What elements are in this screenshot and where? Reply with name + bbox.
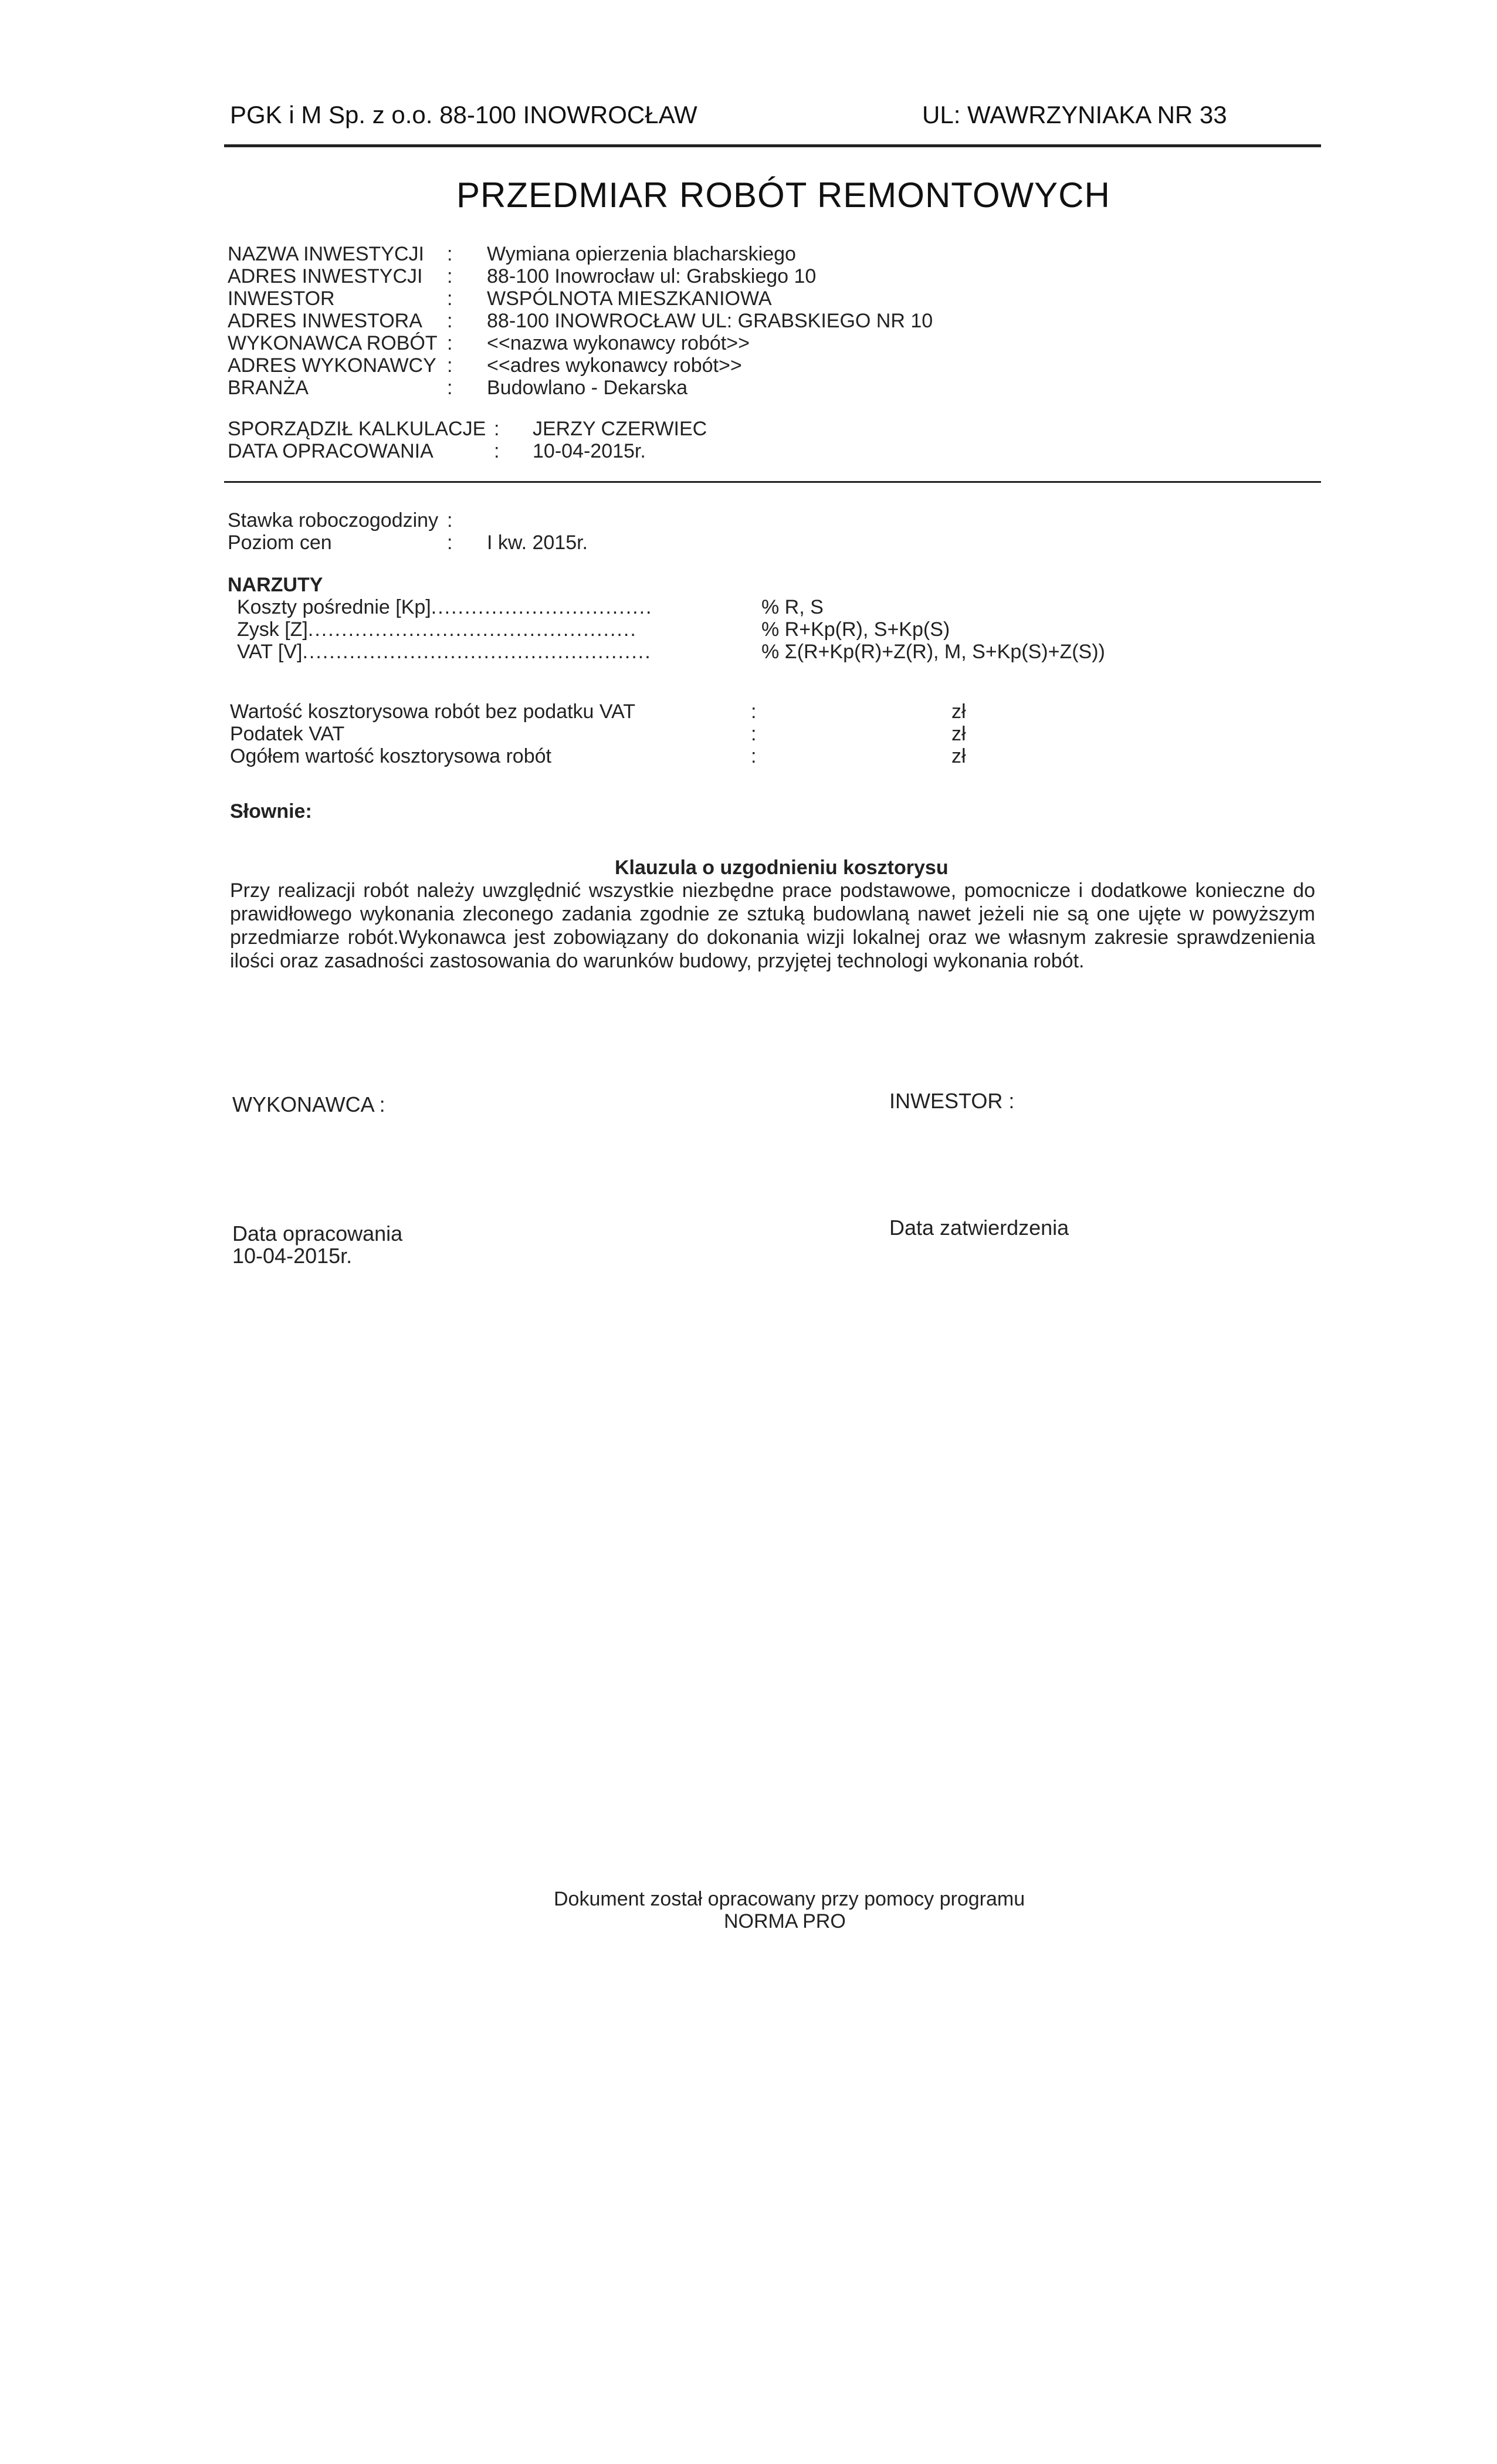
separator-colon: :	[751, 700, 757, 723]
prepared-date-label: DATA OPRACOWANIA	[228, 440, 433, 462]
prep-date-value: 10-04-2015r.	[232, 1244, 353, 1268]
separator-colon: :	[751, 745, 757, 767]
investment-label-address: ADRES INWESTYCJI	[228, 265, 423, 287]
clause-heading: Klauzula o uzgodnieniu kosztorysu	[615, 857, 949, 879]
leader-dots: .................................	[431, 596, 653, 618]
vat-unit: zł	[951, 723, 966, 745]
contractor-value: <<nazwa wykonawcy robót>>	[487, 332, 750, 354]
header-rule	[224, 144, 1321, 147]
investor-label: INWESTOR	[228, 287, 335, 310]
prepared-date-value: 10-04-2015r.	[533, 440, 646, 462]
separator-colon: :	[751, 723, 757, 745]
investor-value: WSPÓLNOTA MIESZKANIOWA	[487, 287, 772, 310]
trade-value: Budowlano - Dekarska	[487, 377, 688, 399]
in-words-label: Słownie:	[230, 800, 312, 823]
header-address: UL: WAWRZYNIAKA NR 33	[922, 101, 1227, 128]
leader-dots: ....................................................	[302, 641, 652, 663]
surcharge-value: % R+Kp(R), S+Kp(S)	[761, 618, 950, 641]
surcharge-value: % Σ(R+Kp(R)+Z(R), M, S+Kp(S)+Z(S))	[761, 641, 1105, 663]
investor-address-value: 88-100 INOWROCŁAW UL: GRABSKIEGO NR 10	[487, 310, 933, 332]
investment-value-address: 88-100 Inowrocław ul: Grabskiego 10	[487, 265, 817, 287]
price-level-label: Poziom cen	[228, 532, 332, 554]
total-net-unit: zł	[951, 700, 966, 723]
surcharge-label: VAT [V]	[237, 641, 303, 663]
trade-label: BRANŻA	[228, 377, 309, 399]
page-title: PRZEDMIAR ROBÓT REMONTOWYCH	[456, 175, 1110, 215]
vat-label: Podatek VAT	[230, 723, 345, 745]
investment-value-name: Wymiana opierzenia blacharskiego	[487, 243, 796, 265]
separator-colon: :	[447, 332, 453, 354]
surcharge-label: Koszty pośrednie [Kp]	[237, 596, 431, 618]
contractor-address-value: <<adres wykonawcy robót>>	[487, 354, 742, 377]
surcharge-row-label	[237, 596, 652, 619]
leader-dots: .................................................	[307, 618, 637, 641]
footer-line-1: Dokument został opracowany przy pomocy programu	[554, 1888, 1025, 1910]
surcharges-heading: NARZUTY	[228, 574, 323, 596]
price-level-value: I kw. 2015r.	[487, 532, 588, 554]
separator-colon: :	[447, 354, 453, 377]
contractor-address-label: ADRES WYKONAWCY	[228, 354, 436, 377]
prepared-by-value: JERZY CZERWIEC	[533, 418, 707, 440]
separator-colon: :	[447, 287, 453, 310]
prepared-by-label: SPORZĄDZIŁ KALKULACJE	[228, 418, 486, 440]
surcharge-row-label	[237, 641, 652, 664]
investor-signature-label: INWESTOR :	[889, 1089, 1015, 1113]
contractor-label: WYKONAWCA ROBÓT	[228, 332, 438, 354]
approval-date-label: Data zatwierdzenia	[889, 1216, 1069, 1240]
header-company: PGK i M Sp. z o.o. 88-100 INOWROCŁAW	[230, 101, 697, 128]
separator-colon: :	[447, 377, 453, 399]
prep-date-label: Data opracowania	[232, 1221, 403, 1245]
separator-colon: :	[494, 418, 500, 440]
clause-text: Przy realizacji robót należy uwzględnić wszystkie niezbędne prace podstawowe, pomocnicze i dodatkowe konieczne do prawidłowego wykonania zleconego zadania zgodnie ze sztuką budowlaną nawet jeżeli nie są one ujęte w powyższym przedmiarze robót.Wykonawca jest zobowiązany do dokonania wizji lokalnej oraz we własnym zakresie sprawdzenienia ilości oraz zasadności zastosowania do warunków budowy, przyjętej technologi wykonania robót.	[230, 879, 1315, 972]
investment-label-name: NAZWA INWESTYCJI	[228, 243, 424, 265]
footer-line-2: NORMA PRO	[724, 1910, 846, 1932]
separator-colon: :	[447, 509, 453, 532]
investor-address-label: ADRES INWESTORA	[228, 310, 422, 332]
surcharge-value: % R, S	[761, 596, 824, 618]
contractor-signature-label: WYKONAWCA :	[232, 1092, 385, 1116]
section-divider	[224, 481, 1321, 483]
separator-colon: :	[447, 310, 453, 332]
total-gross-unit: zł	[951, 745, 966, 767]
hourly-rate-label: Stawka roboczogodziny	[228, 509, 439, 532]
surcharge-label: Zysk [Z]	[237, 618, 308, 641]
surcharge-row-label	[237, 618, 637, 641]
separator-colon: :	[494, 440, 500, 462]
total-net-label: Wartość kosztorysowa robót bez podatku VAT	[230, 700, 635, 723]
separator-colon: :	[447, 532, 453, 554]
separator-colon: :	[447, 265, 453, 287]
separator-colon: :	[447, 243, 453, 265]
total-gross-label: Ogółem wartość kosztorysowa robót	[230, 745, 551, 767]
